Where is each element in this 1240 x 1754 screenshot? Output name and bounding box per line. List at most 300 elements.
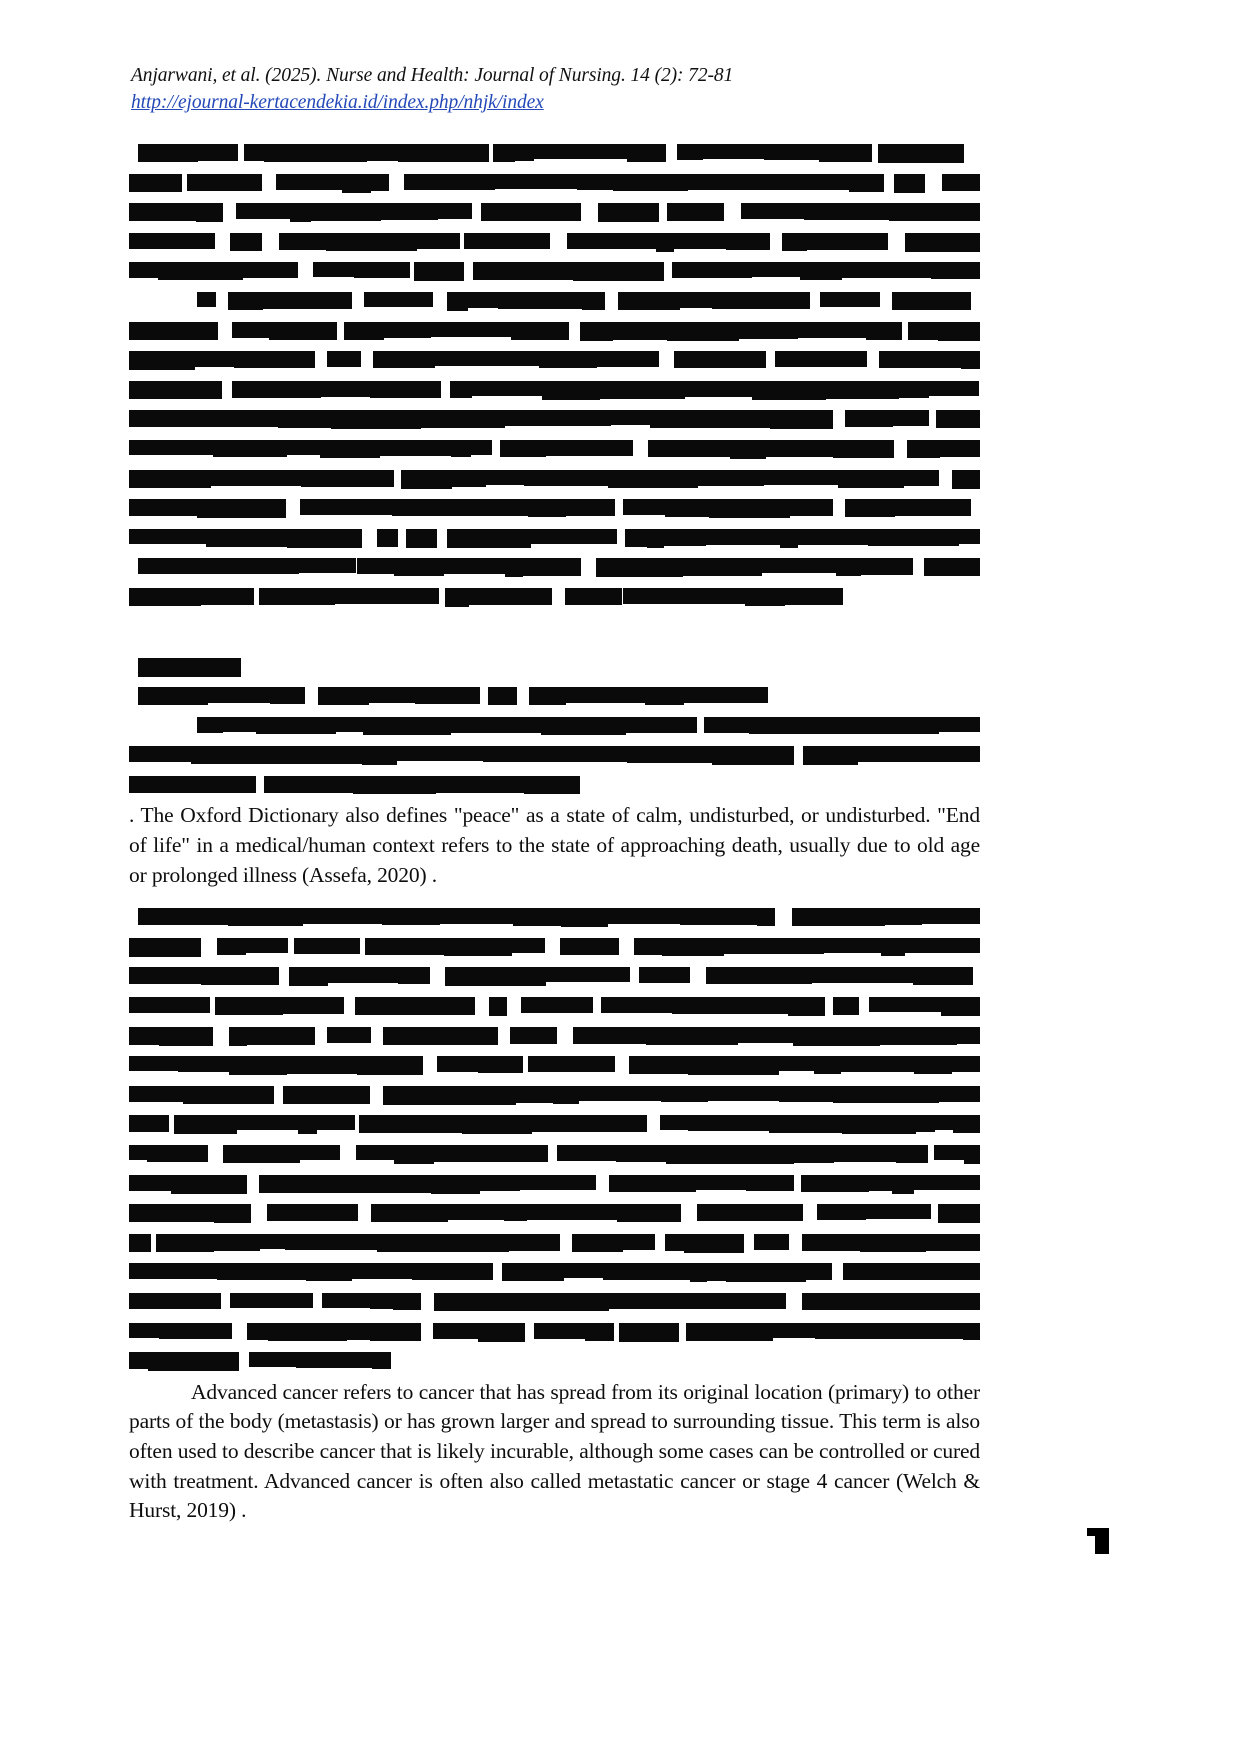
redaction-bar bbox=[812, 967, 831, 983]
redaction-bar bbox=[228, 292, 262, 310]
redaction-bar bbox=[926, 1234, 980, 1251]
redaction-bar bbox=[688, 1056, 779, 1075]
redaction-bar bbox=[129, 746, 191, 762]
redaction-bar bbox=[129, 440, 213, 455]
redaction-bar bbox=[377, 529, 397, 547]
redaction-bar bbox=[129, 203, 196, 221]
redaction-bar bbox=[662, 938, 725, 956]
redaction-bar bbox=[608, 470, 699, 488]
redaction-bar bbox=[688, 1115, 770, 1131]
redaction-bar bbox=[451, 717, 541, 733]
redacted-text-line bbox=[129, 1259, 980, 1289]
redaction-bar bbox=[790, 499, 833, 516]
redaction-bar bbox=[214, 1234, 259, 1251]
redaction-bar bbox=[509, 1234, 560, 1251]
redaction-bar bbox=[183, 1086, 274, 1104]
redaction-bar bbox=[502, 1263, 564, 1281]
redaction-bar bbox=[677, 144, 703, 160]
redaction-bar bbox=[770, 410, 798, 429]
redaction-bar bbox=[372, 1352, 391, 1369]
redaction-bar bbox=[861, 558, 913, 575]
redaction-bar bbox=[268, 1323, 347, 1341]
redaction-bar bbox=[228, 908, 303, 926]
redaction-bar bbox=[227, 967, 279, 985]
redaction-bar bbox=[373, 351, 435, 368]
redaction-bar bbox=[661, 1086, 708, 1102]
redaction-bar bbox=[263, 292, 352, 309]
redacted-text-line bbox=[129, 904, 980, 934]
redaction-bar bbox=[841, 1056, 913, 1072]
redaction-bar bbox=[546, 967, 630, 982]
redaction-bar bbox=[433, 1323, 478, 1339]
redacted-text-line bbox=[129, 934, 980, 964]
redaction-bar bbox=[290, 203, 312, 222]
redaction-bar bbox=[359, 1115, 401, 1133]
redaction-bar bbox=[704, 717, 749, 733]
redaction-bar bbox=[812, 440, 833, 457]
redacted-text-line bbox=[129, 683, 980, 713]
redaction-bar bbox=[603, 1263, 689, 1280]
redaction-bar bbox=[892, 292, 972, 310]
redaction-bar bbox=[401, 1115, 463, 1133]
redaction-bar bbox=[754, 1234, 789, 1250]
redacted-text-line bbox=[129, 713, 980, 743]
redaction-bar bbox=[223, 1145, 278, 1163]
redaction-bar bbox=[362, 746, 396, 765]
redaction-bar bbox=[230, 233, 262, 251]
redaction-bar bbox=[538, 262, 573, 280]
redaction-bar bbox=[708, 1086, 780, 1101]
redaction-bar bbox=[777, 381, 827, 400]
redaction-bar bbox=[826, 381, 899, 399]
redaction-bar bbox=[414, 262, 464, 281]
redaction-bar bbox=[156, 1234, 214, 1252]
redaction-bar bbox=[469, 588, 552, 605]
journal-url-link[interactable]: http://ejournal-kertacendekia.id/index.php/nhjk/index bbox=[131, 92, 544, 113]
redaction-bar bbox=[665, 499, 709, 517]
redaction-bar bbox=[267, 1204, 358, 1221]
redaction-bar bbox=[565, 588, 622, 605]
redaction-bar bbox=[553, 1086, 579, 1104]
redaction-bar bbox=[806, 1263, 832, 1280]
redaction-bar bbox=[785, 588, 818, 605]
redaction-bar bbox=[270, 687, 305, 704]
redaction-bar bbox=[938, 1204, 980, 1223]
redaction-bar bbox=[370, 1323, 421, 1341]
redaction-bar bbox=[817, 1204, 865, 1220]
redaction-bar bbox=[260, 1234, 286, 1249]
redaction-bar bbox=[344, 322, 384, 340]
redaction-bar bbox=[294, 1175, 368, 1193]
redaction-bar bbox=[232, 381, 320, 398]
redaction-bar bbox=[451, 440, 470, 457]
redaction-bar bbox=[371, 174, 390, 191]
redaction-bar bbox=[447, 292, 468, 311]
redaction-bar bbox=[685, 381, 751, 397]
redaction-bar bbox=[712, 292, 793, 309]
redaction-bar bbox=[229, 410, 279, 427]
redaction-bar bbox=[802, 1293, 888, 1310]
redaction-bar bbox=[464, 233, 550, 249]
redaction-bar bbox=[654, 588, 745, 604]
redaction-bar bbox=[577, 174, 613, 190]
redaction-bar bbox=[259, 1175, 294, 1193]
redaction-bar bbox=[601, 997, 672, 1013]
redaction-bar bbox=[906, 1323, 963, 1339]
redaction-bar bbox=[931, 262, 980, 279]
redaction-bar bbox=[129, 233, 215, 249]
redaction-bar bbox=[579, 1086, 661, 1101]
redacted-text-line bbox=[129, 347, 980, 377]
redaction-bar bbox=[537, 746, 627, 762]
redaction-bar bbox=[129, 1056, 178, 1071]
redaction-bar bbox=[129, 174, 182, 192]
redacted-text-line bbox=[129, 466, 980, 496]
redaction-bar bbox=[680, 292, 712, 308]
redaction-bar bbox=[327, 1027, 371, 1043]
redaction-bar bbox=[500, 440, 546, 457]
redacted-text-line bbox=[129, 495, 980, 525]
redaction-bar bbox=[129, 588, 201, 606]
redacted-text-line bbox=[129, 1082, 980, 1112]
redaction-bar bbox=[285, 1234, 377, 1250]
redaction-bar bbox=[481, 203, 549, 221]
redacted-text-line bbox=[129, 170, 980, 200]
redaction-bar bbox=[401, 470, 452, 489]
redaction-bar bbox=[613, 322, 667, 340]
redaction-bar bbox=[353, 776, 436, 794]
redaction-bar bbox=[964, 1145, 980, 1164]
redaction-bar bbox=[364, 292, 433, 307]
redaction-bar bbox=[278, 410, 331, 428]
redaction-bar bbox=[524, 470, 608, 486]
redaction-bar bbox=[528, 499, 566, 517]
redaction-bar bbox=[745, 588, 785, 606]
redaction-bar bbox=[646, 1027, 738, 1045]
redaction-bar bbox=[394, 1145, 434, 1164]
redaction-bar bbox=[322, 1293, 369, 1308]
redaction-bar bbox=[283, 1086, 370, 1104]
redaction-bar bbox=[773, 1323, 815, 1338]
redaction-bar bbox=[567, 233, 656, 249]
redaction-bar bbox=[276, 174, 341, 190]
redacted-text-line bbox=[129, 654, 980, 684]
redaction-bar bbox=[354, 262, 410, 278]
redaction-bar bbox=[493, 144, 516, 162]
redaction-bar bbox=[797, 410, 833, 429]
redaction-bar bbox=[383, 1086, 440, 1105]
redaction-bar bbox=[629, 1056, 688, 1074]
redaction-bar bbox=[687, 746, 711, 763]
redaction-bar bbox=[283, 997, 344, 1014]
redaction-bar bbox=[561, 997, 593, 1013]
redaction-bar bbox=[355, 997, 389, 1015]
redacted-text-line bbox=[129, 772, 980, 802]
redaction-bar bbox=[845, 410, 893, 427]
redaction-bar bbox=[294, 938, 360, 954]
redaction-bar bbox=[804, 203, 889, 220]
redaction-bar bbox=[129, 1027, 159, 1045]
redaction-bar bbox=[533, 1086, 553, 1103]
redaction-bar bbox=[715, 1175, 746, 1190]
redaction-bar bbox=[398, 144, 489, 162]
redaction-bar bbox=[321, 381, 371, 397]
redaction-bar bbox=[472, 381, 543, 396]
redaction-bar bbox=[769, 203, 804, 219]
redaction-bar bbox=[468, 292, 497, 308]
redaction-bar bbox=[299, 558, 357, 573]
redaction-bar bbox=[380, 440, 451, 456]
redacted-text-line bbox=[129, 525, 980, 555]
redaction-bar bbox=[287, 1056, 357, 1074]
redaction-bar bbox=[868, 529, 959, 546]
redaction-bar bbox=[684, 1234, 744, 1253]
redaction-bar bbox=[300, 499, 392, 515]
redaction-bar bbox=[899, 381, 929, 398]
redaction-bar bbox=[706, 967, 747, 984]
redaction-bar bbox=[369, 687, 416, 703]
redaction-bar bbox=[138, 144, 199, 162]
redaction-bar bbox=[546, 440, 633, 456]
redacted-text-line bbox=[129, 993, 980, 1023]
redaction-bar bbox=[764, 470, 838, 485]
redaction-bar bbox=[866, 1204, 932, 1219]
redacted-block-2 bbox=[129, 683, 980, 801]
redaction-bar bbox=[158, 262, 244, 280]
redaction-bar bbox=[515, 144, 533, 161]
redaction-bar bbox=[489, 997, 508, 1016]
redaction-bar bbox=[913, 967, 973, 985]
redaction-bar bbox=[238, 174, 262, 191]
redaction-bar bbox=[273, 1352, 296, 1367]
redaction-bar bbox=[831, 717, 882, 734]
redaction-bar bbox=[408, 381, 441, 398]
redaction-bar bbox=[613, 174, 688, 191]
redaction-bar bbox=[904, 470, 939, 486]
redaction-bar bbox=[129, 410, 205, 427]
redaction-bar bbox=[600, 381, 685, 399]
redaction-bar bbox=[335, 144, 367, 162]
redaction-bar bbox=[367, 144, 398, 161]
redaction-bar bbox=[666, 1145, 734, 1164]
redacted-text-line bbox=[129, 199, 980, 229]
redacted-block-3 bbox=[129, 904, 980, 1378]
redaction-bar bbox=[438, 203, 472, 219]
redaction-bar bbox=[665, 1234, 684, 1251]
redaction-bar bbox=[539, 351, 563, 368]
redaction-bar bbox=[780, 529, 798, 548]
redaction-bar bbox=[684, 687, 769, 703]
redaction-bar bbox=[798, 322, 866, 338]
redaction-bar bbox=[833, 997, 859, 1015]
redaction-bar bbox=[382, 588, 439, 604]
redaction-bar bbox=[213, 440, 234, 457]
redaction-bar bbox=[611, 410, 650, 425]
redaction-bar bbox=[448, 1204, 504, 1220]
redaction-bar bbox=[197, 292, 216, 307]
redaction-bar bbox=[752, 381, 777, 400]
redaction-bar bbox=[936, 410, 980, 428]
redacted-text-line bbox=[129, 258, 980, 288]
redaction-bar bbox=[191, 746, 274, 764]
redaction-bar bbox=[833, 440, 893, 458]
redaction-bar bbox=[383, 1027, 454, 1045]
redaction-bar bbox=[580, 322, 613, 341]
redaction-bar bbox=[512, 746, 536, 762]
redaction-bar bbox=[264, 144, 335, 162]
redaction-bar bbox=[466, 1145, 548, 1162]
redaction-bar bbox=[934, 1145, 964, 1160]
redaction-bar bbox=[129, 938, 201, 957]
redaction-bar bbox=[757, 908, 776, 926]
redaction-bar bbox=[672, 997, 737, 1014]
redaction-bar bbox=[561, 908, 608, 927]
redaction-bar bbox=[709, 499, 791, 518]
redaction-bar bbox=[435, 351, 491, 366]
redaction-bar bbox=[471, 440, 492, 455]
redaction-bar bbox=[434, 1293, 473, 1311]
redaction-bar bbox=[363, 717, 451, 735]
redaction-bar bbox=[215, 997, 283, 1015]
redaction-bar bbox=[278, 1145, 300, 1163]
redaction-bar bbox=[197, 717, 223, 733]
redaction-bar bbox=[609, 1175, 696, 1192]
redaction-bar bbox=[513, 908, 561, 926]
redacted-text-line bbox=[129, 1230, 980, 1260]
redaction-bar bbox=[788, 997, 825, 1016]
redaction-bar bbox=[520, 1175, 597, 1190]
redaction-bar bbox=[318, 687, 369, 705]
redaction-bar bbox=[326, 233, 417, 251]
redaction-bar bbox=[738, 1204, 802, 1221]
redacted-text-line bbox=[129, 377, 980, 407]
redaction-bar bbox=[129, 1323, 159, 1338]
redaction-bar bbox=[382, 908, 440, 925]
redaction-bar bbox=[495, 174, 523, 189]
redaction-bar bbox=[436, 776, 524, 793]
redaction-bar bbox=[803, 746, 858, 765]
redaction-bar bbox=[869, 997, 941, 1012]
redacted-text-line bbox=[129, 1200, 980, 1230]
redaction-bar bbox=[667, 322, 739, 341]
redacted-text-line bbox=[129, 584, 980, 614]
redaction-bar bbox=[129, 776, 175, 793]
redaction-bar bbox=[174, 1115, 237, 1134]
redaction-bar bbox=[480, 1175, 520, 1191]
redacted-text-line bbox=[129, 1348, 980, 1378]
redaction-bar bbox=[129, 262, 158, 278]
redaction-bar bbox=[734, 1145, 794, 1164]
redaction-bar bbox=[869, 1175, 892, 1191]
redaction-bar bbox=[264, 776, 353, 793]
redaction-bar bbox=[686, 1323, 773, 1341]
redaction-bar bbox=[938, 322, 980, 341]
redaction-bar bbox=[793, 292, 810, 309]
redaction-bar bbox=[259, 588, 335, 605]
redaction-bar bbox=[129, 529, 206, 544]
redaction-bar bbox=[706, 529, 741, 545]
redaction-bar bbox=[608, 908, 680, 924]
redaction-bar bbox=[511, 322, 569, 340]
redaction-bar bbox=[541, 717, 626, 735]
redaction-bar bbox=[674, 233, 726, 249]
redaction-bar bbox=[331, 410, 421, 429]
redaction-bar bbox=[963, 1323, 980, 1340]
redaction-bar bbox=[306, 1263, 352, 1281]
redacted-text-line bbox=[129, 554, 980, 584]
redaction-bar bbox=[129, 967, 201, 984]
redaction-bar bbox=[368, 1175, 430, 1193]
redaction-bar bbox=[342, 174, 371, 193]
redaction-bar bbox=[598, 203, 659, 222]
redaction-bar bbox=[232, 322, 269, 338]
redaction-bar bbox=[730, 440, 766, 459]
redaction-bar bbox=[205, 410, 229, 427]
redaction-bar bbox=[129, 1115, 169, 1132]
redaction-bar bbox=[247, 1027, 315, 1045]
redaction-bar bbox=[431, 1175, 480, 1194]
redaction-bar bbox=[491, 351, 539, 366]
redaction-bar bbox=[356, 1145, 394, 1160]
redaction-bar bbox=[792, 908, 885, 926]
redaction-bar bbox=[223, 717, 256, 732]
redaction-bar bbox=[129, 1263, 217, 1279]
redaction-bar bbox=[365, 938, 444, 955]
redaction-bar bbox=[370, 381, 408, 398]
redaction-bar bbox=[445, 588, 469, 607]
redaction-bar bbox=[703, 144, 764, 159]
redaction-bar bbox=[724, 938, 786, 954]
redaction-bar bbox=[229, 1027, 247, 1046]
redaction-bar bbox=[129, 1204, 214, 1222]
redaction-bar bbox=[454, 1027, 497, 1045]
footer-page-number-redacted bbox=[1071, 1528, 1109, 1554]
redaction-bar bbox=[807, 233, 888, 250]
redaction-bar bbox=[939, 717, 980, 732]
redacted-text-line bbox=[129, 1141, 980, 1171]
redaction-bar bbox=[707, 1263, 726, 1281]
redaction-bar bbox=[473, 262, 492, 280]
redaction-bar bbox=[596, 558, 682, 577]
redaction-bar bbox=[697, 1204, 739, 1221]
redaction-bar bbox=[885, 908, 922, 925]
redaction-bar bbox=[843, 1263, 914, 1280]
redaction-bar bbox=[752, 262, 800, 277]
redaction-bar bbox=[914, 1056, 952, 1074]
redacted-text-line bbox=[129, 1289, 980, 1319]
redaction-bar bbox=[409, 203, 438, 220]
redaction-bar bbox=[648, 440, 730, 457]
redacted-text-line bbox=[129, 1319, 980, 1349]
redaction-bar bbox=[775, 351, 867, 367]
redaction-bar bbox=[749, 717, 831, 734]
redaction-bar bbox=[301, 470, 393, 487]
redaction-bar bbox=[625, 529, 646, 547]
redaction-bar bbox=[505, 558, 523, 577]
redaction-bar bbox=[148, 1352, 238, 1371]
redaction-bar bbox=[582, 292, 605, 310]
redaction-bar bbox=[743, 410, 770, 428]
paragraph-peace-definition: . The Oxford Dictionary also defines "peace" as a state of calm, undisturbed, or undisturbed. "End of life" in a medical/human context refers to the state of approaching death, usually due to old age or prolonged illness (Assefa, 2020) . bbox=[129, 803, 980, 887]
redaction-bar bbox=[289, 967, 328, 986]
redaction-bar bbox=[892, 1175, 915, 1194]
redaction-bar bbox=[524, 776, 567, 794]
redaction-bar bbox=[831, 967, 913, 983]
redaction-bar bbox=[557, 1145, 616, 1161]
redaction-bar bbox=[441, 1086, 516, 1105]
redaction-bar bbox=[129, 381, 222, 399]
redaction-bar bbox=[833, 1086, 902, 1103]
